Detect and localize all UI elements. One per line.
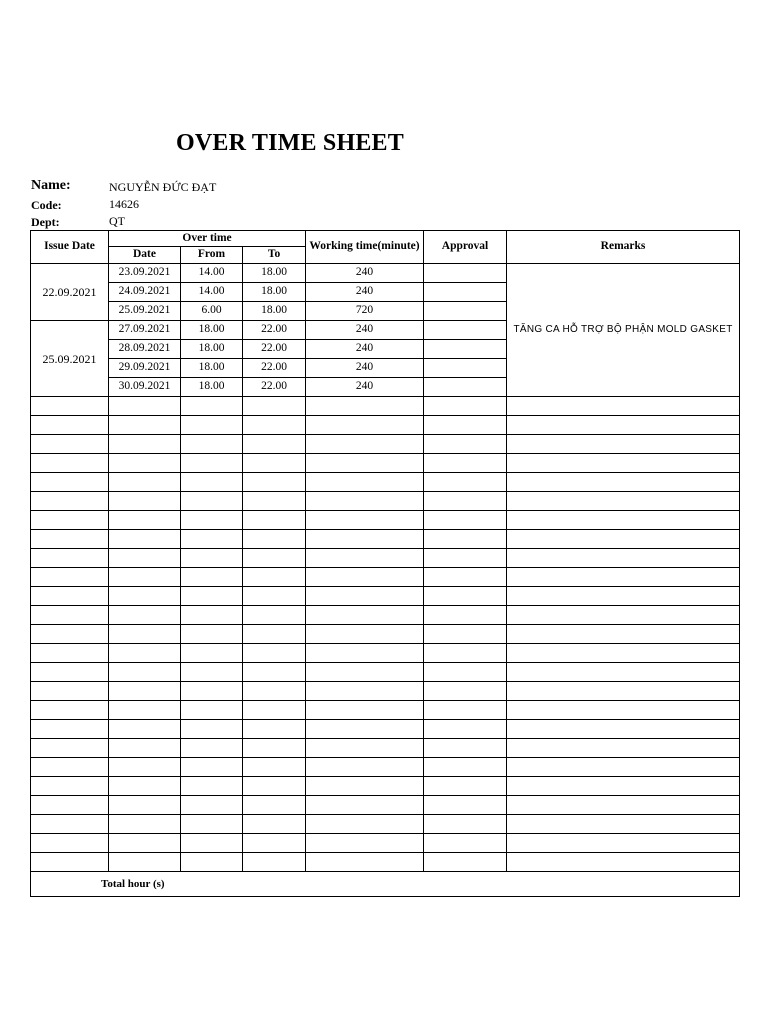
empty-cell [31,568,109,587]
empty-cell [181,720,243,739]
minutes-cell: 240 [306,359,424,378]
empty-cell [181,416,243,435]
empty-row [31,606,740,625]
empty-cell [109,492,181,511]
approval-cell [424,359,507,378]
empty-row [31,454,740,473]
empty-cell [31,454,109,473]
empty-cell [507,758,740,777]
empty-cell [306,720,424,739]
empty-cell [243,815,306,834]
empty-cell [306,834,424,853]
empty-row [31,682,740,701]
minutes-cell: 720 [306,302,424,321]
empty-cell [243,682,306,701]
empty-cell [507,834,740,853]
empty-cell [306,530,424,549]
empty-cell [424,530,507,549]
empty-cell [181,454,243,473]
empty-cell [109,549,181,568]
header-over-time: Over time [109,231,306,247]
empty-cell [181,701,243,720]
empty-cell [181,777,243,796]
empty-row [31,777,740,796]
empty-row [31,435,740,454]
empty-cell [243,701,306,720]
code-value: 14626 [109,197,139,211]
empty-cell [31,397,109,416]
empty-row [31,834,740,853]
empty-row [31,739,740,758]
header-remarks: Remarks [507,231,740,264]
page-title: OVER TIME SHEET [176,130,404,156]
empty-cell [109,587,181,606]
empty-cell [507,625,740,644]
empty-cell [109,815,181,834]
empty-cell [507,777,740,796]
empty-cell [31,473,109,492]
empty-cell [31,701,109,720]
empty-row [31,397,740,416]
empty-cell [424,796,507,815]
empty-cell [507,796,740,815]
empty-cell [306,606,424,625]
empty-cell [243,777,306,796]
empty-cell [507,682,740,701]
empty-cell [243,511,306,530]
empty-cell [507,587,740,606]
empty-cell [424,397,507,416]
empty-cell [424,511,507,530]
empty-cell [31,720,109,739]
empty-cell [109,663,181,682]
empty-cell [109,682,181,701]
empty-cell [181,473,243,492]
empty-cell [507,720,740,739]
remarks-cell: TĂNG CA HỖ TRỢ BỘ PHẬN MOLD GASKET [507,264,740,397]
empty-cell [31,511,109,530]
empty-cell [424,473,507,492]
empty-row [31,416,740,435]
approval-cell [424,264,507,283]
empty-cell [507,435,740,454]
empty-row [31,644,740,663]
empty-cell [424,758,507,777]
date-cell: 27.09.2021 [109,321,181,340]
code-label: Code: [31,198,62,212]
empty-cell [181,758,243,777]
empty-row [31,663,740,682]
empty-cell [306,454,424,473]
from-cell: 18.00 [181,378,243,397]
empty-cell [243,492,306,511]
empty-cell [424,739,507,758]
empty-cell [31,587,109,606]
empty-cell [424,815,507,834]
empty-cell [109,834,181,853]
empty-cell [306,644,424,663]
empty-cell [181,549,243,568]
dept-label: Dept: [31,215,60,229]
empty-cell [109,720,181,739]
minutes-cell: 240 [306,283,424,302]
to-cell: 22.00 [243,340,306,359]
minutes-cell: 240 [306,340,424,359]
empty-cell [306,473,424,492]
empty-row [31,815,740,834]
empty-cell [424,720,507,739]
empty-cell [109,473,181,492]
empty-cell [31,644,109,663]
minutes-cell: 240 [306,264,424,283]
header-to: To [243,247,306,264]
empty-cell [181,397,243,416]
to-cell: 22.00 [243,378,306,397]
empty-cell [507,492,740,511]
empty-cell [243,625,306,644]
empty-cell [109,644,181,663]
empty-row [31,492,740,511]
empty-cell [306,701,424,720]
empty-row [31,511,740,530]
to-cell: 18.00 [243,302,306,321]
empty-cell [181,587,243,606]
empty-cell [181,834,243,853]
approval-cell [424,378,507,397]
empty-cell [424,454,507,473]
date-cell: 29.09.2021 [109,359,181,378]
from-cell: 14.00 [181,283,243,302]
minutes-cell: 240 [306,321,424,340]
empty-cell [181,739,243,758]
empty-cell [109,796,181,815]
empty-cell [243,758,306,777]
empty-cell [31,549,109,568]
to-cell: 22.00 [243,321,306,340]
empty-cell [181,530,243,549]
empty-row [31,853,740,872]
empty-row [31,701,740,720]
empty-cell [109,435,181,454]
from-cell: 18.00 [181,359,243,378]
empty-cell [181,435,243,454]
empty-cell [306,587,424,606]
empty-cell [181,853,243,872]
empty-cell [243,796,306,815]
total-label: Total hour (s) [31,872,740,897]
empty-cell [424,853,507,872]
empty-cell [31,435,109,454]
empty-cell [424,834,507,853]
empty-cell [31,834,109,853]
empty-cell [243,473,306,492]
empty-cell [507,853,740,872]
empty-cell [424,777,507,796]
empty-cell [243,644,306,663]
empty-cell [306,663,424,682]
empty-cell [31,777,109,796]
empty-cell [31,663,109,682]
approval-cell [424,302,507,321]
empty-cell [306,815,424,834]
empty-cell [306,549,424,568]
empty-cell [424,663,507,682]
empty-cell [306,682,424,701]
minutes-cell: 240 [306,378,424,397]
empty-cell [109,530,181,549]
empty-cell [424,568,507,587]
empty-cell [243,416,306,435]
empty-cell [306,739,424,758]
empty-cell [306,853,424,872]
empty-cell [109,739,181,758]
dept-value: QT [109,214,125,228]
empty-cell [109,758,181,777]
empty-row [31,568,740,587]
empty-cell [424,644,507,663]
empty-cell [181,568,243,587]
empty-cell [109,568,181,587]
header-working-time: Working time(minute) [306,231,424,264]
empty-cell [243,663,306,682]
empty-cell [181,606,243,625]
empty-cell [306,492,424,511]
empty-cell [424,587,507,606]
empty-cell [109,454,181,473]
empty-cell [306,777,424,796]
approval-cell [424,321,507,340]
date-cell: 23.09.2021 [109,264,181,283]
header-from: From [181,247,243,264]
to-cell: 18.00 [243,264,306,283]
empty-cell [243,606,306,625]
empty-cell [243,454,306,473]
empty-cell [31,530,109,549]
table-row [31,264,740,283]
empty-cell [424,701,507,720]
issue-date-cell: 22.09.2021 [31,264,109,321]
empty-cell [424,492,507,511]
date-cell: 25.09.2021 [109,302,181,321]
header-date: Date [109,247,181,264]
empty-row [31,530,740,549]
empty-cell [306,758,424,777]
empty-cell [306,625,424,644]
empty-cell [243,720,306,739]
empty-cell [31,739,109,758]
empty-cell [31,682,109,701]
empty-cell [31,815,109,834]
empty-cell [243,435,306,454]
empty-cell [243,530,306,549]
empty-row [31,796,740,815]
empty-row [31,758,740,777]
date-cell: 24.09.2021 [109,283,181,302]
empty-row [31,720,740,739]
empty-cell [424,606,507,625]
empty-cell [109,853,181,872]
empty-cell [507,397,740,416]
empty-cell [507,454,740,473]
empty-cell [109,701,181,720]
approval-cell [424,283,507,302]
empty-cell [507,739,740,758]
empty-cell [31,625,109,644]
empty-cell [243,397,306,416]
empty-cell [507,473,740,492]
empty-cell [181,663,243,682]
empty-cell [507,606,740,625]
empty-cell [181,796,243,815]
from-cell: 18.00 [181,321,243,340]
empty-cell [109,416,181,435]
empty-cell [507,701,740,720]
empty-cell [507,815,740,834]
name-value: NGUYỄN ĐỨC ĐẠT [109,180,217,194]
empty-cell [243,739,306,758]
empty-cell [31,606,109,625]
empty-cell [306,511,424,530]
empty-cell [243,587,306,606]
empty-cell [109,397,181,416]
empty-cell [243,834,306,853]
empty-cell [507,549,740,568]
empty-cell [507,511,740,530]
empty-cell [109,777,181,796]
empty-cell [424,549,507,568]
empty-cell [31,796,109,815]
empty-cell [424,416,507,435]
empty-cell [109,625,181,644]
empty-cell [243,853,306,872]
empty-row [31,587,740,606]
date-cell: 30.09.2021 [109,378,181,397]
empty-row [31,549,740,568]
from-cell: 18.00 [181,340,243,359]
empty-cell [31,853,109,872]
empty-cell [306,416,424,435]
empty-cell [109,606,181,625]
empty-cell [507,663,740,682]
empty-cell [424,435,507,454]
empty-cell [181,682,243,701]
total-row [31,872,740,897]
empty-cell [306,796,424,815]
empty-cell [507,530,740,549]
empty-cell [181,492,243,511]
empty-cell [109,511,181,530]
to-cell: 22.00 [243,359,306,378]
empty-cell [31,492,109,511]
name-label: Name: [31,178,71,193]
empty-cell [507,416,740,435]
empty-cell [306,435,424,454]
header-issue-date: Issue Date [31,231,109,264]
from-cell: 14.00 [181,264,243,283]
empty-cell [306,397,424,416]
empty-cell [424,682,507,701]
empty-cell [243,549,306,568]
issue-date-cell: 25.09.2021 [31,321,109,397]
from-cell: 6.00 [181,302,243,321]
empty-cell [507,568,740,587]
empty-cell [424,625,507,644]
header-approval: Approval [424,231,507,264]
empty-cell [507,644,740,663]
empty-cell [181,511,243,530]
empty-cell [31,758,109,777]
empty-row [31,473,740,492]
empty-cell [181,815,243,834]
date-cell: 28.09.2021 [109,340,181,359]
empty-cell [306,568,424,587]
empty-cell [181,625,243,644]
empty-cell [31,416,109,435]
to-cell: 18.00 [243,283,306,302]
empty-row [31,625,740,644]
approval-cell [424,340,507,359]
empty-cell [181,644,243,663]
empty-cell [243,568,306,587]
overtime-table [30,230,740,897]
header-row-1 [31,231,740,247]
